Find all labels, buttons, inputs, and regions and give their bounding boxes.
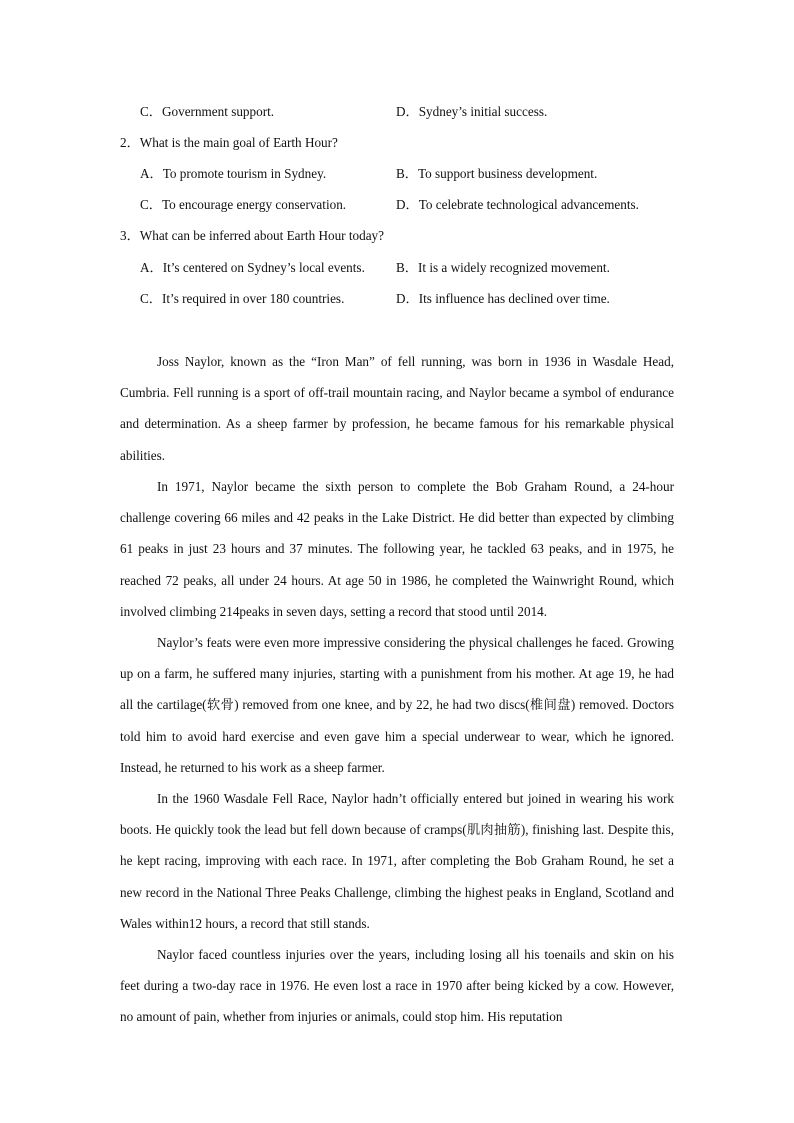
q2-option-d: D．To celebrate technological advancements. <box>396 197 639 212</box>
q3-option-c: C．It’s required in over 180 countries. <box>140 291 345 306</box>
passage-paragraph-3: Naylor’s feats were even more impressive considering the physical challenges he faced. Growing up on a farm, he suffered many injuries, starting with a punishment from his mother. At age 19, he had all the cartilage(软骨) removed from one knee, and by 22, he had two discs(椎间盘) removed. Doctors told him to avoid hard exercise and even gave him a special underwear to wear, which he ignored. Instead, he returned to his work as a sheep farmer. <box>120 635 674 775</box>
q2-option-b: B．To support business development. <box>396 166 598 181</box>
passage-paragraph-1: Joss Naylor, known as the “Iron Man” of fell running, was born in 1936 in Wasdale Head, Cumbria. Fell running is a sport of off-trail mountain racing, and Naylor became a symbol of endurance and determination. As a sheep farmer by profession, he became famous for his remarkable physical abilities. <box>120 354 674 463</box>
q3-stem: 3．What can be inferred about Earth Hour today? <box>120 228 385 243</box>
q3-option-a: A．It’s centered on Sydney’s local events. <box>140 260 365 275</box>
q1-option-c: C．Government support. <box>140 104 275 119</box>
q1-option-d: D．Sydney’s initial success. <box>396 104 548 119</box>
q2-stem: 2．What is the main goal of Earth Hour? <box>120 135 338 150</box>
q3-option-d: D．Its influence has declined over time. <box>396 291 610 306</box>
passage-paragraph-2: In 1971, Naylor became the sixth person to complete the Bob Graham Round, a 24-hour challenge covering 66 miles and 42 peaks in the Lake District. He did better than expected by climbing 61 peaks in just 23 hours and 37 minutes. The following year, he tackled 63 peaks, and in 1975, he reached 72 peaks, all under 24 hours. At age 50 in 1986, he completed the Wainwright Round, which involved climbing 214peaks in seven days, setting a record that stood until 2014. <box>120 479 674 619</box>
passage-paragraph-4: In the 1960 Wasdale Fell Race, Naylor hadn’t officially entered but joined in wearing his work boots. He quickly took the lead but fell down because of cramps(肌肉抽筋), finishing last. Despite this, he kept racing, improving with each race. In 1971, after completing the Bob Graham Round, he set a new record in the National Three Peaks Challenge, climbing the highest peaks in England, Scotland and Wales within12 hours, a record that still stands. <box>120 791 674 931</box>
q2-option-c: C．To encourage energy conservation. <box>140 197 347 212</box>
passage-paragraph-5: Naylor faced countless injuries over the years, including losing all his toenails and skin on his feet during a two-day race in 1976. He even lost a race in 1970 after being kicked by a cow. However, no amount of pain, whether from injuries or animals, could stop him. His reputation <box>120 947 674 1025</box>
q3-option-b: B．It is a widely recognized movement. <box>396 260 610 275</box>
q2-option-a: A．To promote tourism in Sydney. <box>140 166 327 181</box>
